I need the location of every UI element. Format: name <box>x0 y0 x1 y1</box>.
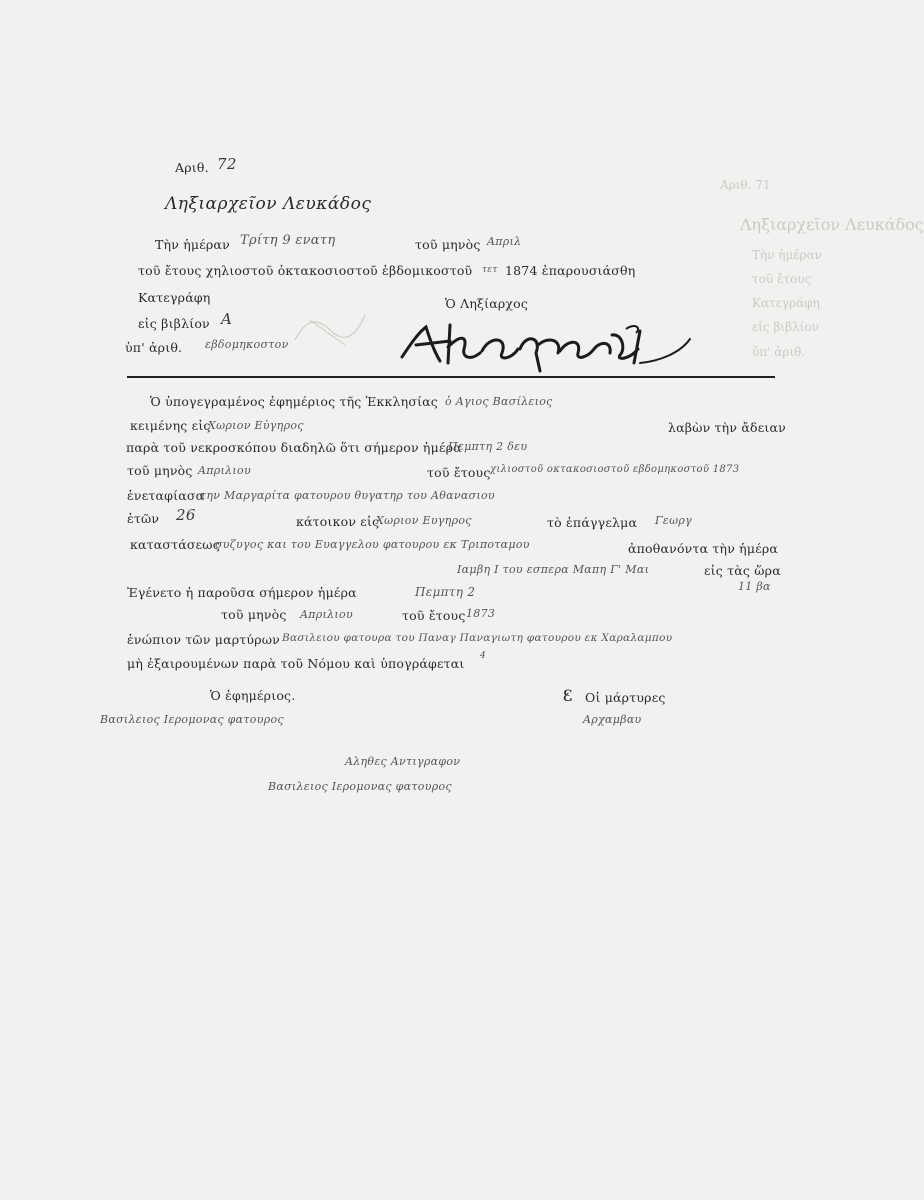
body-line7-text: καταστάσεως <box>130 537 220 552</box>
record-year: 1873 <box>466 607 496 620</box>
witnesses-label: Οἱ μάρτυρες <box>585 690 666 705</box>
record-month: Απριλιου <box>300 608 353 621</box>
body-line10-year-label: τοῦ ἔτους <box>402 608 466 623</box>
bleed-through-text: τοῦ ἔτους <box>752 272 812 286</box>
true-copy-label: Αληθες Αντιγραφον <box>345 755 461 768</box>
section-divider <box>127 376 775 378</box>
year-line: τοῦ ἔτους χηλιοστοῦ ὀκτακοσιοστοῦ ἑβδομικοστοῦ <box>138 263 473 278</box>
burial-month: Απριλιου <box>198 464 251 477</box>
bleed-through-text: Τὴν ἡμέραν <box>752 248 822 262</box>
recorded-number-value: εβδομηκοστον <box>205 338 289 351</box>
day-label: Τὴν ἡμέραν <box>155 237 230 252</box>
body-line10-text: τοῦ μηνὸς <box>221 607 287 622</box>
burial-day: Πεμπτη 2 δευ <box>448 440 528 453</box>
registrar-signature <box>390 305 700 377</box>
body-line6-age-label: ἐτῶν <box>127 511 160 526</box>
witness-bracket: Ꜫ <box>563 686 573 705</box>
burial-year: χιλιοστοῦ οκτακοσιοστοῦ εβδομηκοστοῦ 1873 <box>490 464 740 475</box>
body-line6-residence-label: κάτοικον εἰς <box>296 514 380 529</box>
deceased-age: 26 <box>176 506 196 524</box>
marital-status: συζυγος και του Ευαγγελου φατουρου εκ Τριποταμου <box>215 538 530 551</box>
bleed-through-text: Αριθ. 71 <box>720 178 771 192</box>
church-name: ὁ Αγιος Βασίλειος <box>445 395 553 408</box>
year-tail: 1874 ἐπαρουσιάσθη <box>505 263 636 278</box>
number-label: Αριθ. <box>175 160 209 175</box>
body-line4-text: τοῦ μηνὸς <box>127 463 193 478</box>
body-line7-tail: ἀποθανόντα τὴν ἡμέρα <box>628 541 779 556</box>
priest-signature: Βασιλειος Ιερομονας φατουρος <box>100 713 284 726</box>
number-value: 72 <box>217 155 237 173</box>
body-line12-mark: 4 <box>480 651 487 661</box>
true-copy-signature: Βασιλειος Ιερομονας φατουρος <box>268 780 452 793</box>
body-line1-text: Ὁ ὑπογεγραμένος ἐφημέριος τῆς Ἐκκλησίας <box>150 394 439 409</box>
deceased-occupation: Γεωργ <box>655 514 693 527</box>
body-line11-text: ἐνώπιον τῶν μαρτύρων <box>127 632 280 647</box>
body-line9-text: Ἐγένετο ἡ παροῦσα σήμερον ἡμέρα <box>127 585 357 600</box>
book-value: Α <box>221 310 233 328</box>
deceased-residence: Χωριον Ευγηρος <box>376 514 472 527</box>
recorded-label: Κατεγράφη <box>138 290 211 305</box>
death-date: Ιαμβη Ι του εσπερα Μαπη Γ' Μαι <box>457 563 650 576</box>
body-line2-text: κειμένης εἰς <box>130 418 211 433</box>
bleed-through-text: ὑπ' ἀριθ. <box>752 345 806 359</box>
witness-signature: Αρχαμβαυ <box>583 713 642 726</box>
day-value: Τρίτη 9 ενατη <box>240 233 336 248</box>
deceased-name: την Μαργαρίτα φατουρου θυγατηρ του Αθανασιου <box>200 489 495 502</box>
body-line8-hour-label: εἰς τὰς ὥρα <box>704 563 781 578</box>
body-line6-occupation-label: τὸ ἐπάγγελμα <box>547 515 638 530</box>
bleed-through-text: Κατεγράφη <box>752 296 820 310</box>
church-location: Χωριον Εὐγηρος <box>208 419 304 432</box>
registrar-label: Ὁ Ληξίαρχος <box>445 296 529 311</box>
body-line12-text: μὴ ἐξαιρουμένων παρὰ τοῦ Νόμου καὶ ὑπογράφεται <box>127 656 465 671</box>
body-line3-text: παρὰ τοῦ νεκροσκόπου διαδηλῶ ὅτι σήμερον ἡμέρα <box>126 440 462 455</box>
body-line2-tail: λαβὼν τὴν ἄδειαν <box>668 420 786 435</box>
body-line5-text: ἐνεταφίασα <box>127 488 205 503</box>
year-handwritten: τετ <box>482 265 498 275</box>
priest-label: Ὁ ἐφημέριος. <box>210 688 296 703</box>
death-hour: 11 βα <box>738 580 771 593</box>
office-title: Ληξιαρχεῖον Λευκάδος <box>165 194 372 214</box>
ghost-stamp-mark <box>290 300 370 350</box>
bleed-through-text: εἰς βιβλίον <box>752 320 819 334</box>
record-day: Πεμπτη 2 <box>415 585 476 599</box>
book-label: εἰς βιβλίον <box>138 316 210 331</box>
witnesses-names: Βασιλειου φατουρα του Παναγ Παναγιωτη φατουρου εκ Χαραλαμπου <box>282 632 673 644</box>
bleed-through-text: Ληξιαρχεῖον Λευκάδος <box>740 215 924 234</box>
month-label: τοῦ μηνὸς <box>415 237 481 252</box>
month-value: Απριλ <box>487 235 522 248</box>
recorded-number-label: ὑπ' ἀριθ. <box>125 340 183 355</box>
body-line4-year-label: τοῦ ἔτους <box>427 465 491 480</box>
